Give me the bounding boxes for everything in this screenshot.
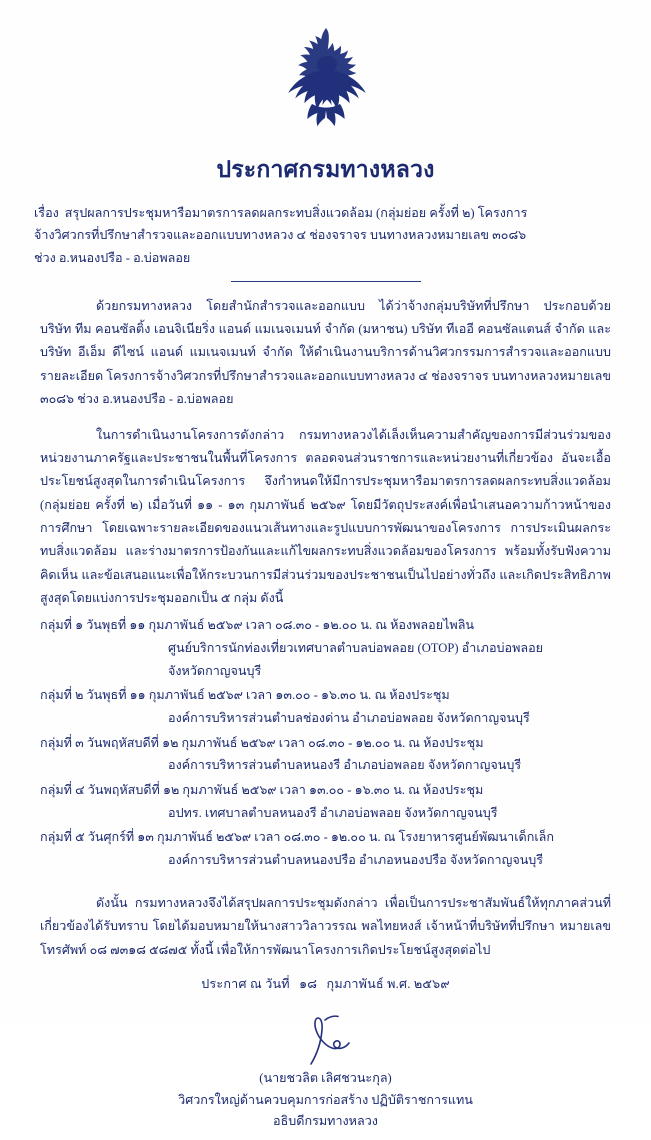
subject-line-2: จ้างวิศวกรที่ปรึกษาสำรวจและออกแบบทางหลวง ๔ ช่องจราจร บนทางหลวงหมายเลข ๓๐๘๖ [34,228,527,243]
closing-paragraph [0,873,651,961]
emblem-container [0,0,651,146]
body-text [0,295,651,610]
group-4-line-2: อปทร. เทศบาลตำบลหนองรี อำเภอบ่อพลอย จังหวัดกาญจนบุรี [168,805,498,820]
paragraph-2: ในการดำเนินงานโครงการดังกล่าว กรมทางหลวงได้เล็งเห็นความสำคัญของการมีส่วนร่วมของหน่วยงานภาครัฐและประชาชนในพื้นที่โครงการ ตลอดจนส่วนราชการและหน่วยงานที่เกี่ยวข้อง อันจะเอื้อประโยชน์สูงสุดในการดำเนินโครงการ จึงกำหนดให้มีการประชุมหารือมาตรการลดผลกระทบสิ่งแวดล้อม (กลุ่มย่อย ครั้งที่ ๒) เมื่อวันที่ ๑๑ - ๑๓ กุมภาพันธ์ ๒๕๖๙ โดยมีวัตถุประสงค์เพื่อนำเสนอความก้าวหน้าของการศึกษา โดยเฉพาะรายละเอียดของแนวเส้นทางและรูปแบบการพัฒนาของโครงการ การประเมินผลกระทบสิ่งแวดล้อม และร่างมาตรการป้องกันและแก้ไขผลกระทบสิ่งแวดล้อมของโครงการ พร้อมทั้งรับฟังความคิดเห็น และข้อเสนอแนะเพื่อให้กระบวนการมีส่วนร่วมของประชาชนเป็นไปอย่างทั่วถึง และเกิดประสิทธิภาพสูงสุดโดยแบ่งการประชุมออกเป็น ๕ กลุ่ม ดังนี้ [40,427,611,605]
announce-date: ๑๘ [299,976,318,991]
announce-prefix: ประกาศ ณ วันที่ [201,976,290,991]
list-item [40,732,609,777]
subject-line-3: ช่วง อ.หนองปรือ - อ.บ่อพลอย [34,250,191,265]
group-1-line-2: ศูนย์บริการนักท่องเที่ยวเทศบาลตำบลบ่อพลอย (OTOP) อำเภอบ่อพลอย [168,640,544,655]
meeting-groups-list [0,612,651,871]
group-2-line-1: กลุ่มที่ ๒ วันพุธที่ ๑๑ กุมภาพันธ์ ๒๕๖๙ เวลา ๑๓.๐๐ - ๑๖.๓๐ น. ณ ห้องประชุม [40,688,450,703]
subject-label: เรื่อง [34,206,59,220]
subject-line-1: สรุปผลการประชุมหารือมาตรการลดผลกระทบสิ่งแวดล้อม (กลุ่มย่อย ครั้งที่ ๒) โครงการ [64,206,528,220]
list-item [40,614,609,682]
list-item [40,779,609,824]
group-3-line-2: องค์การบริหารส่วนตำบลหนองรี อำเภอบ่อพลอย จังหวัดกาญจนบุรี [168,758,522,773]
group-5-line-1: กลุ่มที่ ๕ วันศุกร์ที่ ๑๓ กุมภาพันธ์ ๒๕๖๙ เวลา ๐๘.๓๐ - ๑๒.๐๐ น. ณ โรงยาหารศูนย์พัฒนาเด็กเล็ก [40,830,555,845]
signer-name: (นายชวลิต เลิศชวนะกุล) [259,1070,392,1085]
group-2-line-2: องค์การบริหารส่วนตำบลช่องด่าน อำเภอบ่อพลอย จังหวัดกาญจนบุรี [168,710,530,725]
closing-text: ดังนั้น กรมทางหลวงจึงได้สรุปผลการประชุมดังกล่าว เพื่อเป็นการประชาสัมพันธ์ให้ทุกภาคส่วนที่เกี่ยวข้องได้รับทราบ โดยได้มอบหมายให้นางสาววิลาวรรณ พลไทยหงส์ เจ้าหน้าที่บริษัทที่ปรึกษา หมายเลขโทรศัพท์ ๐๘ ๗๓๑๘ ๕๘๗๕ ทั้งนี้ เพื่อให้การพัฒนาโครงการเกิดประโยชน์สูงสุดต่อไป [40,896,611,957]
paragraph-1: ด้วยกรมทางหลวง โดยสำนักสำรวจและออกแบบ ได้ว่าจ้างกลุ่มบริษัทที่ปรึกษา ประกอบด้วย บริษัท ทีม คอนซัลติ้ง เอนจิเนียริ่ง แอนด์ แมเนจเมนท์ จำกัด (มหาชน) บริษัท ทีเออี คอนซัลแตนส์ จำกัด และบริษัท อีเอ็ม ดีไซน์ แอนด์ แมเนจเมนท์ จำกัด ให้ดำเนินงานบริการด้านวิศวกรรมการสำรวจและออกแบบรายละเอียด โครงการจ้างวิศวกรที่ปรึกษาสำรวจและออกแบบทางหลวง ๔ ช่องจราจร บนทางหลวงหมายเลข ๓๐๘๖ ช่วง อ.หนองปรือ - อ.บ่อพลอย [40,298,611,406]
page-title: ประกาศกรมทางหลวง [216,157,435,182]
list-item [40,826,609,871]
announce-suffix: กุมภาพันธ์ พ.ศ. ๒๕๖๙ [326,976,450,991]
garuda-emblem-icon [262,26,390,130]
signer-role-line-2: อธิบดีกรมทางหลวง [273,1113,378,1128]
announcement-date-line [0,964,651,994]
handwritten-signature-icon [281,1014,371,1066]
signer-role-line-1: วิศวกรใหญ่ด้านควบคุมการก่อสร้าง ปฏิบัติราชการแทน [178,1092,473,1107]
group-4-line-1: กลุ่มที่ ๔ วันพฤหัสบดีที่ ๑๒ กุมภาพันธ์ ๒๕๖๙ เวลา ๑๓.๐๐ - ๑๖.๓๐ น. ณ ห้องประชุม [40,782,484,797]
group-5-line-2: องค์การบริหารส่วนตำบลหนองปรือ อำเภอหนองปรือ จังหวัดกาญจนบุรี [168,852,544,867]
list-item [40,684,609,729]
subject-block [0,202,651,269]
group-3-line-1: กลุ่มที่ ๓ วันพฤหัสบดีที่ ๑๒ กุมภาพันธ์ ๒๕๖๙ เวลา ๐๘.๓๐ - ๑๒.๐๐ น. ณ ห้องประชุม [40,735,484,750]
group-1-line-3: จังหวัดกาญจนบุรี [168,663,262,678]
signature-mark [0,1020,651,1066]
signature-area [0,1020,651,1140]
group-1-line-1: กลุ่มที่ ๑ วันพุธที่ ๑๑ กุมภาพันธ์ ๒๕๖๙ เวลา ๐๘.๓๐ - ๑๒.๐๐ น. ณ ห้องพลอยไพลิน [40,618,475,633]
horizontal-divider [231,281,421,282]
